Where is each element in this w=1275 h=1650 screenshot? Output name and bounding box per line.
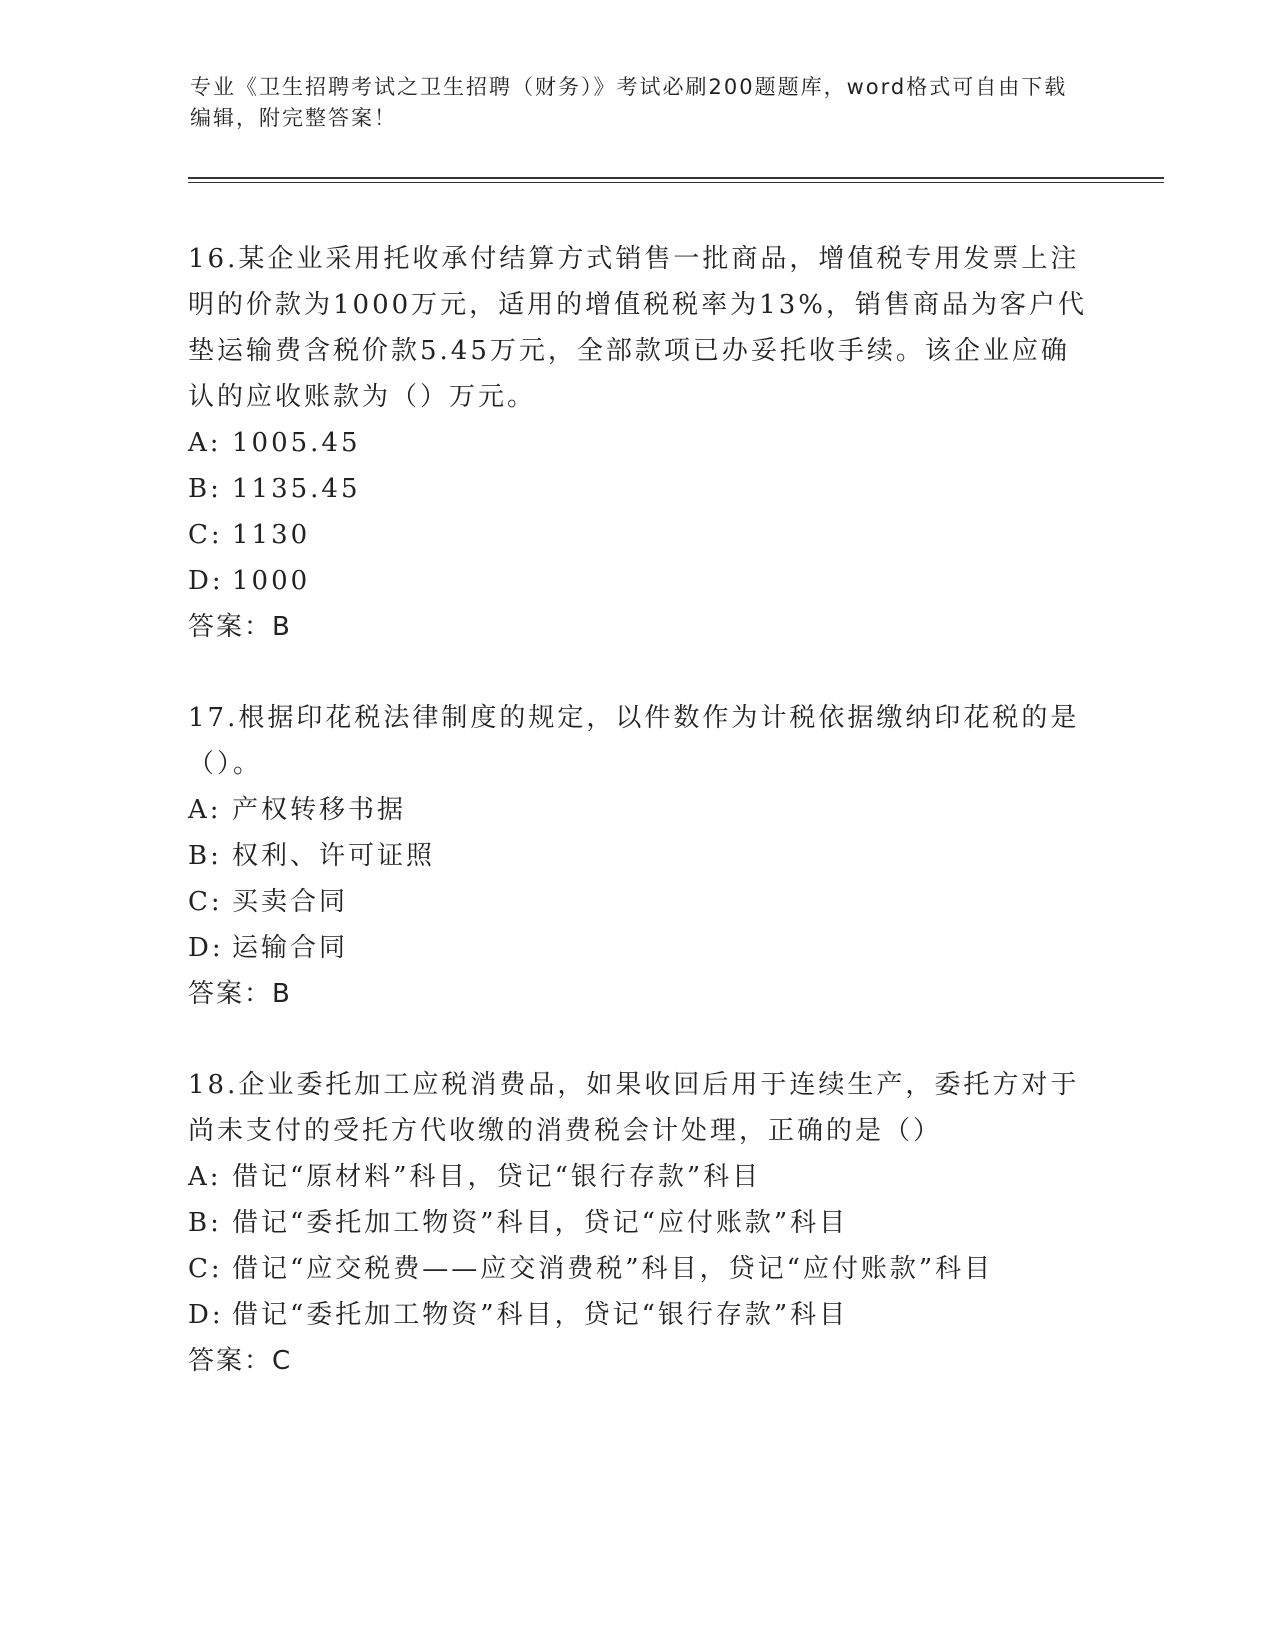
answer-line: 答案：B: [188, 979, 292, 1009]
option-text: 借记“应交税费——应交消费税”科目，贷记“应付账款”科目: [232, 1254, 994, 1284]
option-letter: D:: [188, 566, 224, 596]
option-text: 借记“委托加工物资”科目，贷记“银行存款”科目: [232, 1300, 849, 1330]
option-text: 1005.45: [232, 428, 361, 458]
option-text: 1000: [232, 566, 311, 596]
option-d: [188, 558, 1088, 604]
option-b: [188, 1200, 1088, 1246]
option-a: [188, 1154, 1088, 1200]
option-text: 买卖合同: [232, 887, 349, 917]
option-a: [188, 787, 1088, 833]
document-header: 专业《卫生招聘考试之卫生招聘（财务）》考试必刷200题题库，word格式可自由下载编辑，附完整答案！: [190, 75, 1068, 130]
question-block: [188, 236, 1088, 650]
answer-line: 答案：B: [188, 612, 292, 642]
option-letter: B:: [188, 474, 222, 504]
question-block: [188, 695, 1088, 1017]
option-d: [188, 925, 1088, 971]
option-b: [188, 466, 1088, 512]
option-letter: C:: [188, 1254, 223, 1284]
option-text: 借记“委托加工物资”科目，贷记“应付账款”科目: [232, 1208, 849, 1238]
option-letter: A:: [188, 428, 222, 458]
option-b: [188, 833, 1088, 879]
option-text: 权利、许可证照: [232, 841, 436, 871]
option-letter: D:: [188, 1300, 224, 1330]
option-text: 1130: [232, 520, 311, 550]
option-letter: C:: [188, 887, 223, 917]
header-divider: [188, 177, 1164, 183]
option-letter: D:: [188, 933, 224, 963]
option-text: 1135.45: [232, 474, 361, 504]
option-c: [188, 512, 1088, 558]
question-stem: 17.根据印花税法律制度的规定，以件数作为计税依据缴纳印花税的是（）。: [188, 703, 1080, 779]
option-letter: B:: [188, 841, 222, 871]
question-stem: 18.企业委托加工应税消费品，如果收回后用于连续生产，委托方对于尚未支付的受托方代收缴的消费税会计处理，正确的是（）: [188, 1070, 1080, 1146]
option-letter: A:: [188, 795, 222, 825]
option-text: 借记“原材料”科目，贷记“银行存款”科目: [232, 1162, 762, 1192]
option-text: 运输合同: [232, 933, 349, 963]
option-letter: A:: [188, 1162, 222, 1192]
question-stem: 16.某企业采用托收承付结算方式销售一批商品，增值税专用发票上注明的价款为1000万元，适用的增值税税率为13%，销售商品为客户代垫运输费含税价款5.45万元，全部款项已办妥托收手续。该企业应确认的应收账款为（）万元。: [188, 244, 1087, 412]
option-c: [188, 879, 1088, 925]
option-d: [188, 1292, 1088, 1338]
option-letter: B:: [188, 1208, 222, 1238]
option-a: [188, 420, 1088, 466]
option-c: [188, 1246, 1088, 1292]
option-text: 产权转移书据: [232, 795, 407, 825]
answer-line: 答案：C: [188, 1346, 293, 1376]
option-letter: C:: [188, 520, 223, 550]
question-block: [188, 1062, 1088, 1384]
